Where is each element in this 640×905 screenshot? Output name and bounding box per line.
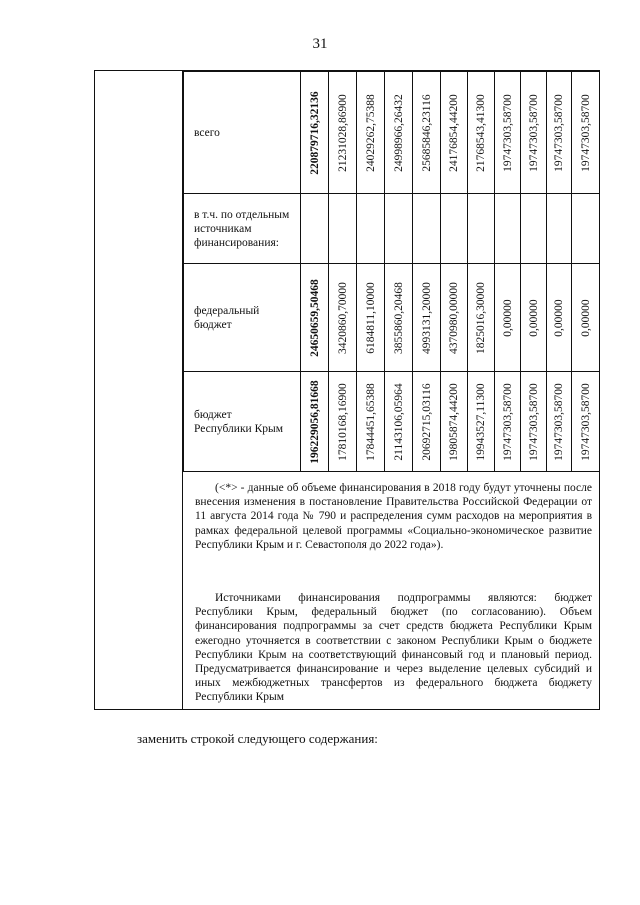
cell-value: 21143106,05964	[392, 382, 405, 461]
cell-value: 19747303,58700	[501, 382, 514, 461]
table-cell	[547, 372, 572, 472]
cell-value: 1825016,30000	[475, 281, 487, 354]
table-cell	[413, 372, 441, 472]
table-cell	[329, 72, 357, 194]
table-cell	[468, 194, 495, 264]
table-cell	[385, 72, 413, 194]
cell-value: 19747303,58700	[579, 382, 592, 461]
row-label: всего	[184, 72, 301, 194]
cell-value: 20692715,03116	[420, 382, 433, 461]
table-cell	[547, 264, 572, 372]
cell-value: 25685846,23116	[420, 93, 433, 172]
table-cell	[572, 372, 600, 472]
cell-value: 24029262,75388	[364, 93, 377, 172]
table-cell	[357, 264, 385, 372]
table-cell	[413, 264, 441, 372]
cell-value: 24176854,44200	[448, 93, 460, 172]
row-label: федеральный бюджет	[184, 264, 301, 372]
table-cell	[572, 72, 600, 194]
table-cell	[495, 372, 521, 472]
table-cell	[329, 264, 357, 372]
cell-value: 220879716,32136	[308, 90, 321, 175]
cell-value: 0,00000	[527, 298, 540, 337]
outer-frame	[94, 70, 600, 710]
table-cell	[468, 372, 495, 472]
cell-value: 21231028,86900	[336, 93, 349, 172]
financing-table	[183, 71, 600, 472]
cell-value: 24998966,26432	[392, 93, 405, 172]
footnote-text: (<*> - данные об объеме финансирования в 2018 году будут уточнены после внесения изменения в постановление Правительства Российской Федерации от 11 августа 2014 года № 790 и распределения сумм расходов на мероприятия в рамках федеральной целевой программы «Социально-экономическое развитие Республики Крым и г. Севастополя до 2022 года»).	[195, 482, 592, 551]
table-cell	[357, 194, 385, 264]
table-cell	[329, 194, 357, 264]
cell-value: 21768543,41300	[475, 93, 487, 172]
cell-value: 19805874,44200	[448, 382, 460, 461]
table-cell	[413, 72, 441, 194]
table-cell	[572, 264, 600, 372]
table-cell	[329, 372, 357, 472]
table-row	[184, 194, 600, 264]
table-cell	[441, 372, 468, 472]
cell-value: 24650659,50468	[308, 278, 321, 357]
cell-value: 4993131,20000	[420, 281, 433, 354]
table-cell	[547, 72, 572, 194]
cell-value: 19747303,58700	[527, 382, 540, 461]
table-row	[184, 372, 600, 472]
table-cell	[441, 194, 468, 264]
table-row	[184, 72, 600, 194]
table-cell	[441, 264, 468, 372]
table-cell	[385, 264, 413, 372]
table-cell	[441, 72, 468, 194]
table-cell	[521, 372, 547, 472]
cell-value: 19747303,58700	[527, 93, 540, 172]
table-cell	[301, 264, 329, 372]
table-cell	[468, 72, 495, 194]
table-cell	[301, 372, 329, 472]
table-cell	[468, 264, 495, 372]
footnote-paragraph	[195, 481, 592, 552]
cell-value: 4370980,00000	[448, 281, 460, 354]
table-cell	[495, 72, 521, 194]
cell-value: 17810168,16900	[336, 382, 349, 461]
table-cell	[547, 194, 572, 264]
cell-value: 19747303,58700	[553, 93, 565, 172]
cell-value: 19943527,11300	[475, 382, 487, 461]
table-cell	[521, 72, 547, 194]
cell-value: 17844451,65388	[364, 382, 377, 461]
table-cell	[521, 264, 547, 372]
row-label: в т.ч. по отдельным источникам финансирования:	[184, 194, 301, 264]
table-cell	[301, 72, 329, 194]
cell-value: 3855860,20468	[392, 281, 405, 354]
cell-value: 19747303,58700	[553, 382, 565, 461]
table-cell	[495, 264, 521, 372]
cell-value: 19747303,58700	[501, 93, 514, 172]
page-number: 31	[312, 36, 328, 52]
cell-value: 196229056,81668	[308, 379, 321, 464]
table-cell	[495, 194, 521, 264]
row-label: бюджет Республики Крым	[184, 372, 301, 472]
replace-instruction: заменить строкой следующего содержания:	[137, 731, 378, 746]
cell-value: 19747303,58700	[579, 93, 592, 172]
table-cell	[572, 194, 600, 264]
table-row	[184, 264, 600, 372]
cell-value: 6184811,10000	[364, 281, 377, 354]
table-cell	[357, 72, 385, 194]
table-cell	[385, 194, 413, 264]
cell-value: 0,00000	[553, 298, 565, 337]
table-cell	[357, 372, 385, 472]
table-cell	[521, 194, 547, 264]
cell-value: 0,00000	[579, 298, 592, 337]
cell-value: 3420860,70000	[336, 281, 349, 354]
table-cell	[385, 372, 413, 472]
table-cell	[413, 194, 441, 264]
table-cell	[301, 194, 329, 264]
cell-value: 0,00000	[501, 298, 514, 337]
sources-paragraph	[195, 591, 592, 705]
sources-text: Источниками финансирования подпрограммы являются: бюджет Республики Крым, федеральный бюджет (по согласованию). Объем финансирования подпрограммы за счет средств бюджета Республики Крым ежегодно уточняется в соответствии с законом Республики Крым о бюджете Республики Крым на соответствующий финансовый год и плановый период. Предусматривается финансирование и через выделение целевых субсидий и иных межбюджетных трансфертов из федерального бюджета бюджету Республики Крым	[195, 592, 592, 704]
